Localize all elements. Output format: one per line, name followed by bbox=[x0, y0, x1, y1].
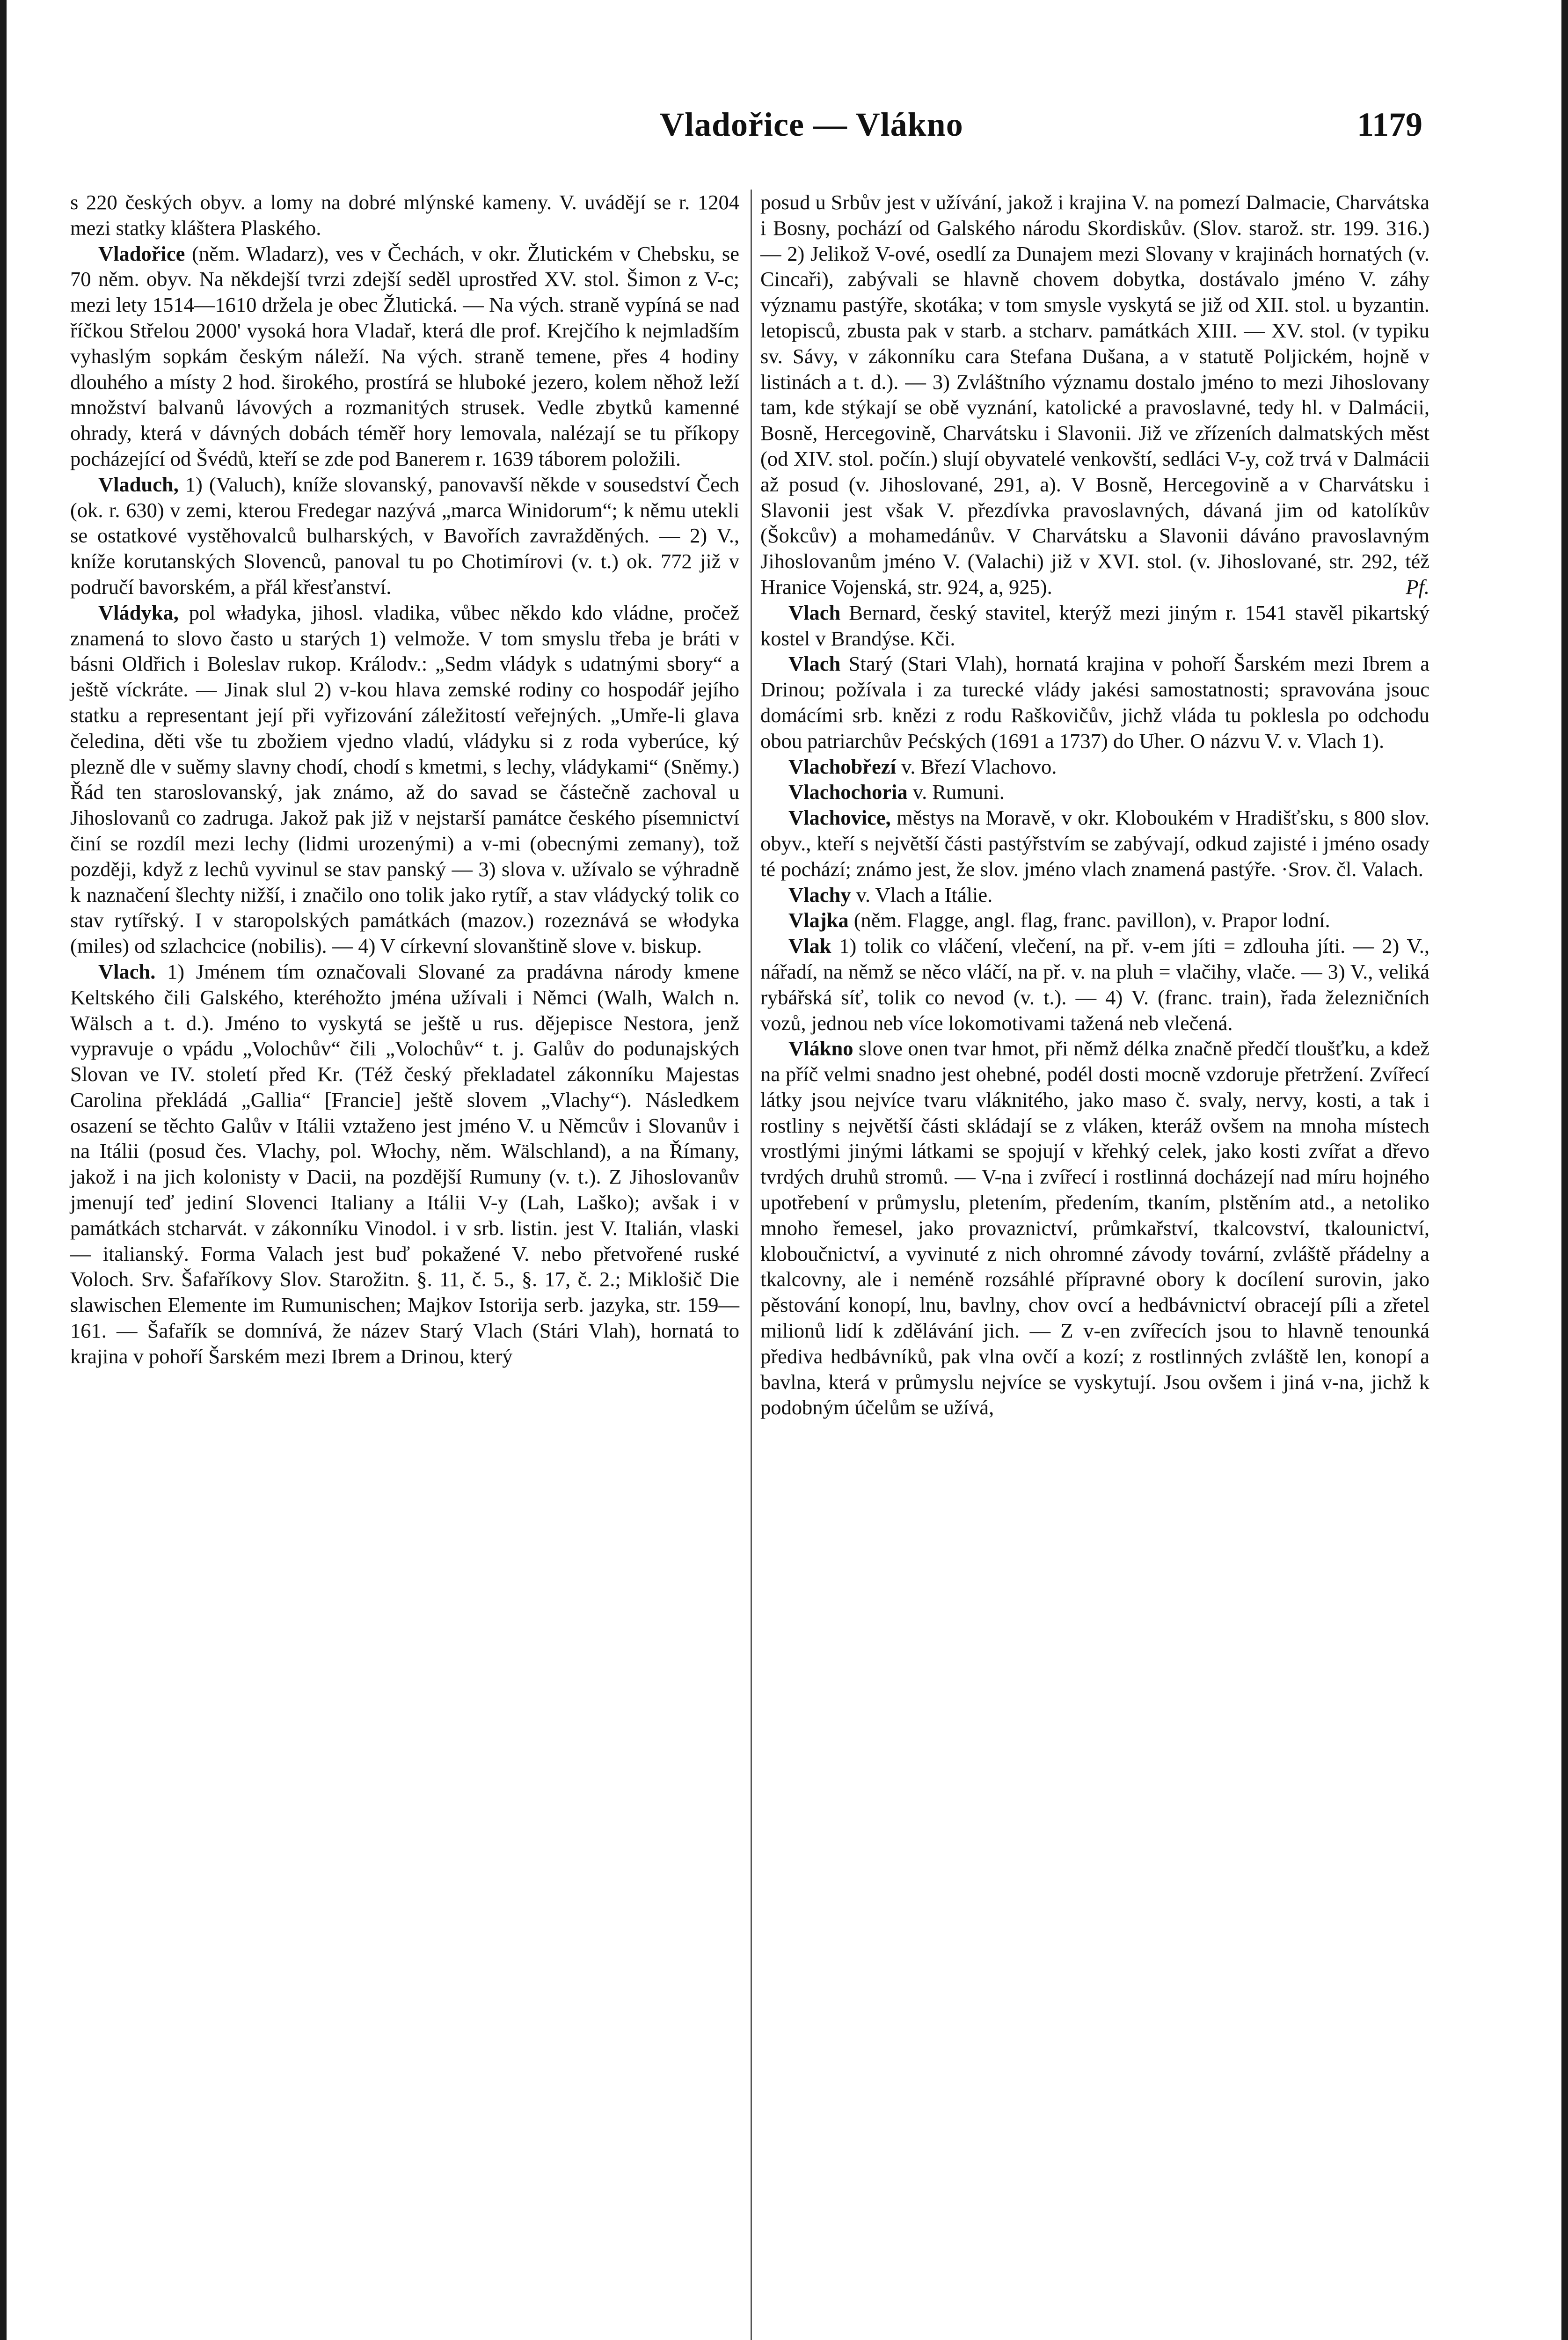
entry-headword: Vladořice bbox=[98, 241, 185, 265]
entry-headword: Vlachochoria bbox=[788, 780, 908, 804]
entry-vladorice bbox=[70, 241, 739, 472]
entry-vlak bbox=[760, 933, 1429, 1036]
entry-vlach bbox=[70, 959, 739, 1369]
entry-body: 1) (Valuch), kníže slovanský, panovavší někde v sousedství Čech (ok. r. 630) v zemi, kterou Fredegar nazývá „marca Winidorum“; k němu utekli se ostatkové vystěhovalců bulharských, v Bavořích zavražděných. — 2) V., kníže korutanských Slovenců, panoval tu po Chotimírovi (v. t.) ok. 772 již v područí bavorském, a přál křesťanství. bbox=[70, 472, 739, 599]
entry-body: v. Rumuni. bbox=[907, 780, 1005, 804]
entry-body: městys na Moravě, v okr. Kloboukém v Hradišťsku, s 800 slov. obyv., kteří s největší části pastýřstvím se zabývají, odkud zajisté i jméno osady té pochází; známo jest, že slov. jméno vlach znamená pastýře. ·Srov. čl. Valach. bbox=[760, 806, 1429, 881]
entry-headword: Vlachobřezí bbox=[788, 754, 896, 778]
entry-body: pol władyka, jihosl. vladika, vůbec někdo kdo vládne, pročež znamená to slovo často u starých 1) velmože. V tom smyslu třeba je bráti v básni Oldřich i Boleslav rukop. Králodv.: „Sedm vládyk s udatnými sbory“ a ještě víckráte. — Jinak slul 2) v-kou hlava zemské rodiny co hospodář jejího statku a representant její při vyřizování záležitostí veřejných. „Umře-li glava čeledina, děti vše tu zbožiem vjedno vladú, vládyku si z roda vyberúce, ký plezně dle v suěmy slavny chodí, chodí s kmetmi, s lechy, vládykami“ (Sněmy.) Řád ten staroslovanský, jak známo, až do savad se částečně zachoval u Jihoslovanů co zadruga. Jakož pak již v nejstarší památce českého písemnictví činí se rozdíl mezi lechy (lidmi urozenými) a v-mi (obecnými zemany), tož později, když z lechů vyvinul se stav panský — 3) slova v. užívalo se výhradně k naznačení šlechty nižší, i značilo ono tolik jako rytíř, a stav vládycký tolik co stav rytířský. I v staropolských památkách (mazov.) rozeznává se włodyka (miles) od szlachcice (nobilis). — 4) V církevní slovanštině slove v. biskup. bbox=[70, 600, 739, 958]
entry-headword: Vlach bbox=[788, 600, 841, 624]
entry-vlach-stary bbox=[760, 651, 1429, 753]
page-number: 1179 bbox=[1357, 106, 1422, 143]
entry-headword: Vládyka, bbox=[98, 600, 179, 624]
page-header bbox=[66, 105, 1422, 157]
author-signature: Pf. bbox=[1406, 575, 1429, 599]
entry-headword: Vlach. bbox=[98, 959, 156, 983]
entry-headword: Vlach bbox=[788, 652, 841, 676]
entry-body: (něm. Wladarz), ves v Čechách, v okr. Žlutickém v Chebsku, se 70 něm. obyv. Na někdejší tvrzi zdejší seděl uprostřed XV. stol. Šimon z V-c; mezi lety 1514—1610 držela je obec Žlutická. — Na vých. straně vypíná se nad říčkou Střelou 2000' vysoká hora Vladař, která dle prof. Krejčího k nejmladším vyhaslým sopkám českým náleží. Na vých. straně temene, přes 4 hodiny dlouhého a místy 2 hod. širokého, prostírá se hluboké jezero, kolem něhož leží množství balvanů lávových a rozmanitých strusek. Vedle zbytků kamenné ohrady, která v dávných dobách téměř hory lemovala, nalézají se tu příkopy pocházející od Švédů, kteří se zde pod Banerem r. 1639 táborem položili. bbox=[70, 241, 739, 470]
entry-vlachovice bbox=[760, 805, 1429, 882]
entry-vlachochoria bbox=[760, 779, 1429, 805]
entry-body: Bernard, český stavitel, kterýž mezi jiným r. 1541 stavěl pikartský kostel v Brandýse. Kči. bbox=[760, 600, 1429, 650]
column-divider bbox=[751, 190, 752, 2340]
entry-vlakno bbox=[760, 1036, 1429, 1420]
entry-headword: Vladuch, bbox=[98, 472, 179, 496]
entry-headword: Vlachovice, bbox=[788, 806, 891, 830]
entry-vlajka bbox=[760, 907, 1429, 933]
entry-vladyka bbox=[70, 600, 739, 959]
entry-body: v. Vlach a Itálie. bbox=[851, 883, 993, 907]
entry-headword: Vlachy bbox=[788, 883, 851, 907]
left-column bbox=[70, 190, 739, 1369]
entry-vlachobrezi bbox=[760, 754, 1429, 780]
entry-headword: Vlak bbox=[788, 934, 831, 958]
entry-headword: Vlajka bbox=[788, 908, 849, 932]
entry-body: Starý (Stari Vlah), hornatá krajina v pohoří Šarském mezi Ibrem a Drinou; požívala i za turecké vlády jakési samostatnosti; spravována jsouc domácími srb. knězi z rodu Raškovičův, jichž vláda tu poklesla po odchodu obou patriarchův Pećských (1691 a 1737) do Uher. O názvu V. v. Vlach 1). bbox=[760, 652, 1429, 753]
entry-vlach-bernard bbox=[760, 600, 1429, 651]
entry-continuation: posud u Srbův jest v užívání, jakož i krajina V. na pomezí Dalmacie, Charvátska i Bosny, pochází od Galského národu Skordiskův. (Slov. starož. str. 199. 316.) — 2) Jelikož V-ové, osedlí za Dunajem mezi Slovany v krajinách hornatých (v. Cincaři), zabývali se hlavně chovem dobytka, dostávalo jméno V. záhy významu pastýře, skotáka; v tom smysle vyskytá se již od XII. stol. u byzantin. letopisců, zbusta pak v starb. a stcharv. památkách XIII. — XV. stol. (v typiku sv. Sávy, v zákonníku cara Stefana Dušana, a v statutě Poljickém, hojně v listinách a t. d.). — 3) Zvláštního významu dostalo jméno to mezi Jihoslovany tam, kde stýkají se obě vyznání, katolické a pravoslavné, tedy hl. v Dalmácii, Bosně, Hercegovině, Charvátsku i Slavonii. Již ve zřízeních dalmatských měst (od XIV. stol. počín.) slují obyvatelé venkovští, sedláci V-y, což trvá v Dalmácii až posud (v. Jihoslované, 291, a). V Bosně, Hercegovině a v Charvátsku i Slavonii jest však V. přezdívka pravoslavných, dávaná jim od katolíkův (Šokcův) a mohamedánův. V Charvátsku a Slavonii dáváno pravoslavným Jihoslovanům jméno V. (Valachi) již v XVI. stol. (v. Jihoslované, str. 292, též Hranice Vojenská, str. 924, a, 925). Pf. bbox=[760, 190, 1429, 600]
entry-body: 1) Jménem tím označovali Slované za pradávna národy kmene Keltského čili Galského, kteréhožto jména užívali i Němci (Walh, Walch n. Wälsch a t. d.). Jméno to vyskytá se ještě u rus. dějepisce Nestora, jenž vypravuje o vpádu „Volochův“ čili „Volochův“ t. j. Galův do podunajských Slovan ve IV. století před Kr. (Též český překladatel zákonníku Majestas Carolina překládá „Gallia“ [Francie] ještě slovem „Vlachy“). Následkem osazení se těchto Galův v Itálii vztaženo jest jméno V. u Němcův i Slovanův i na Itálii (posud čes. Vlachy, pol. Włochy, něm. Wälschland), a na Římany, jakož i na jich kolonisty v Dacii, na pozdější Rumuny (v. t.). Z Jihoslovanův jmenují teď jediní Slovenci Italiany a Itálii V-y (Lah, Laško); avšak i v památkách stcharvát. v zákonníku Vinodol. i v srb. listin. jest V. Italián, vlaski — italianský. Forma Valach jest buď pokažené V. nebo přetvořené ruské Voloch. Srv. Šafaříkovy Slov. Starožitn. §. 11, č. 5., §. 17, č. 2.; Miklošič Die slawischen Elemente im Rumunischen; Majkov Istorija serb. jazyka, str. 159—161. — Šafařík se domnívá, že název Starý Vlach (Stári Vlah), hornatá to krajina v pohoří Šarském mezi Ibrem a Drinou, který bbox=[70, 959, 739, 1368]
entry-body: (něm. Flagge, angl. flag, franc. pavillon), v. Prapor lodní. bbox=[848, 908, 1330, 932]
right-column bbox=[760, 190, 1429, 1420]
running-head: Vladořice — Vlákno bbox=[660, 106, 963, 143]
entry-body: v. Březí Vlachovo. bbox=[896, 754, 1057, 778]
entry-vladuch bbox=[70, 472, 739, 600]
entry-body: 1) tolik co vláčení, vlečení, na př. v-em jíti = zdlouha jíti. — 2) V., nářadí, na němž se něco vláčí, na př. v. na pluh = vlačihy, vlače. — 3) V., veliká rybářská síť, tolik co nevod (v. t.). — 4) V. (franc. train), řada železničních vozů, jednou neb více lokomotivami tažená neb vlečená. bbox=[760, 934, 1429, 1035]
entry-continuation: s 220 českých obyv. a lomy na dobré mlýnské kameny. V. uvádějí se r. 1204 mezi statky kláštera Plaského. bbox=[70, 190, 739, 240]
entry-body: slove onen tvar hmot, při němž délka značně předčí tloušťku, a kdež na příč velmi snadno jest ohebné, podél dosti mocně vzdoruje přetržení. Zvířecí látky jsou nejvíce tvaru vláknitého, jako maso č. svaly, nervy, kosti, a tak i rostliny s největší části skládají se z vláken, kteráž ovšem na mnoha místech vrostlými jinými látkami se spojují v křehký celek, jako kosti zvířat a dřevo tvrdých druhů stromů. — V-na i zvířecí i rostlinná docházejí nad míru hojného upotřebení v průmyslu, pletením, předením, tkaním, plstěním atd., a netoliko mnoho řemesel, jako provaznictví, průmkařství, tkalcovství, tkalounictví, kloboučnictví, a vyvinuté z nich ohromné závody tovární, zvláště přádelny a tkalcovny, ale i neméně rozsáhlé přípravné obory k docílení surovin, jako pěstování konopí, lnu, bavlny, chov ovcí a hedbávnictví obracejí píli a zřetel milionů lidí k zdělávání jich. — Z v-en zvířecích jsou to hlavně tenounká předivа hedbávníků, pak vlna ovčí a kozí; z rostlinných zvláště len, konopí a bavlna, která v průmyslu nejvíce se vyskytují. Jsou ovšem i jiná v-na, jichž k podobným účelům se užívá, bbox=[760, 1037, 1429, 1419]
entry-headword: Vlákno bbox=[788, 1037, 853, 1060]
entry-vlachy bbox=[760, 882, 1429, 908]
